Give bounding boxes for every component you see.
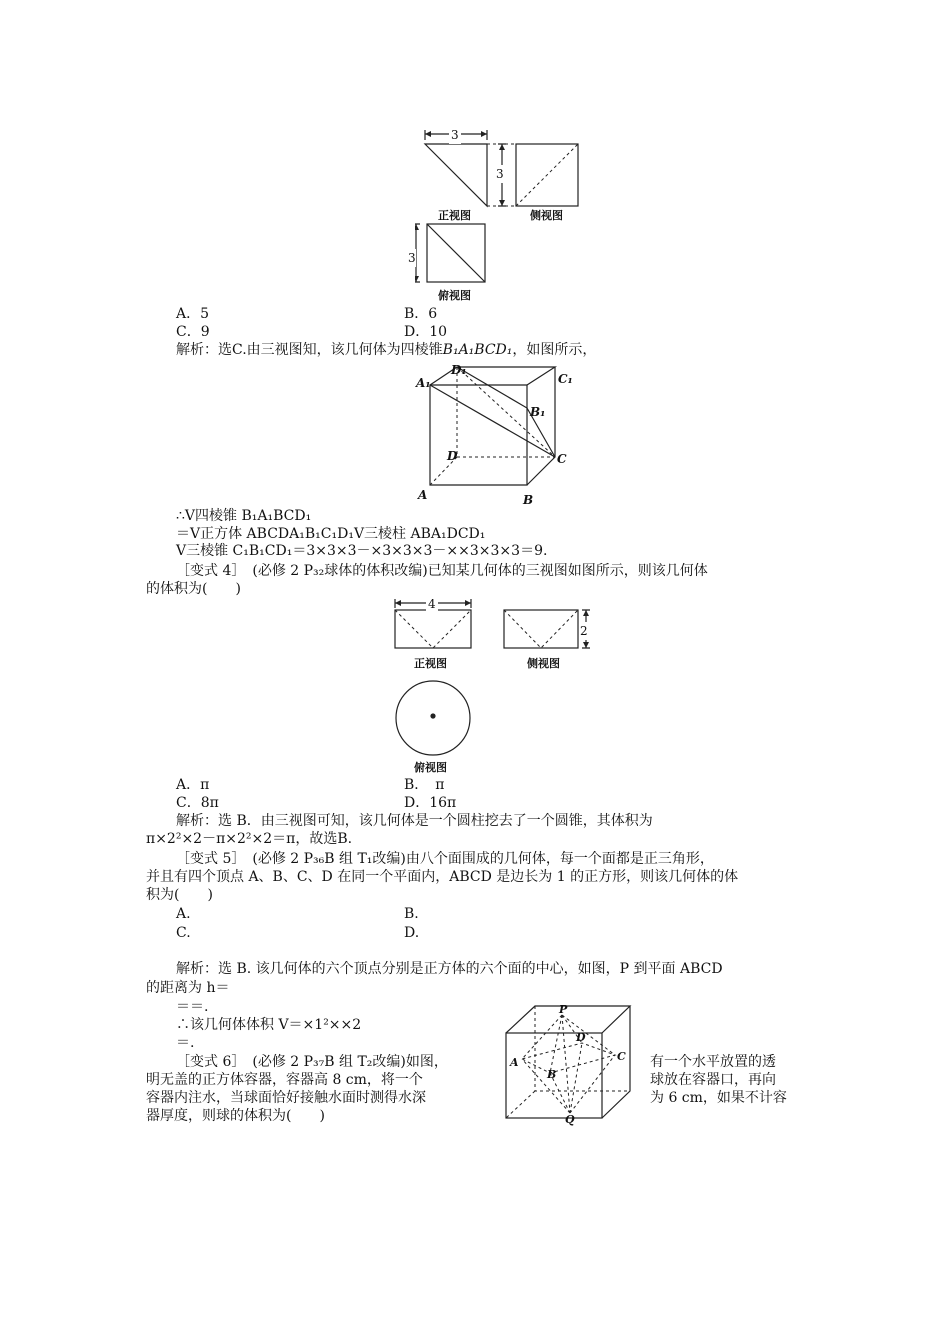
q4-stem-line-1: ［变式 4］ (必修 2 P₃₂球体的体积改编)已知某几何体的三视图如图所示，则该几何体: [176, 563, 708, 579]
dim-front: 3: [451, 128, 459, 142]
oct-label-p: P: [559, 1003, 568, 1016]
q6-right-2: 球放在容器口，再向: [650, 1072, 776, 1088]
option-b: B．6: [404, 306, 438, 322]
q6-line-4: 器厚度，则球的体积为( ): [146, 1108, 325, 1124]
q5-solution-2: 的距离为 h＝: [146, 980, 230, 996]
label-c1: C₁: [558, 372, 573, 386]
q5-stem-line-1: ［变式 5］ (必修 2 P₃₆B 组 T₁改编)由八个面围成的几何体，每一个面都是正三角形，: [176, 851, 714, 867]
label-d: D: [447, 449, 458, 463]
q4-front-caption: 正视图: [414, 657, 447, 670]
q5-solution-1: 解析：选 B. 该几何体的六个顶点分别是正方体的六个面的中心，如图，P 到平面 ABCD: [176, 961, 723, 977]
q4-side-caption: 侧视图: [527, 657, 560, 670]
solution-line: 解析：选C.由三视图知，该几何体为四棱锥B₁A₁BCD₁，如图所示，: [176, 342, 597, 358]
q4-solution-2: π×2²×2－π×2²×2＝π，故选B.: [146, 831, 353, 847]
label-b1: B₁: [530, 405, 546, 419]
side-view-caption: 侧视图: [530, 209, 563, 222]
q5-solution-3: ＝＝.: [176, 999, 209, 1015]
q6-line-2: 明无盖的正方体容器，容器高 8 cm，将一个: [146, 1072, 423, 1088]
three-view-figure-2: [390, 598, 600, 758]
q4-option-d: D．16π: [404, 795, 457, 811]
label-c: C: [557, 452, 567, 466]
dim-width: 4: [428, 597, 436, 611]
oct-label-c: C: [617, 1050, 626, 1063]
dim-height: 2: [580, 624, 588, 638]
q4-stem-line-2: 的体积为( ): [146, 581, 241, 597]
q5-option-c: C.: [176, 925, 191, 941]
q5-solution-5: ＝.: [176, 1035, 195, 1051]
equation-line-2: ＝V正方体 ABCDA₁B₁C₁D₁V三棱柱 ABA₁DCD₁: [176, 526, 486, 542]
q5-stem-line-2: 并且有四个顶点 A、B、C、D 在同一个平面内，ABCD 是边长为 1 的正方形，则该几何体的体: [146, 869, 739, 885]
q6-right-3: 为 6 cm，如果不计容: [650, 1090, 787, 1106]
q6-line-1: ［变式 6］ (必修 2 P₃₇B 组 T₂改编)如图，: [176, 1054, 448, 1070]
q4-top-caption: 俯视图: [414, 761, 447, 774]
dim-top: 3: [408, 251, 416, 265]
q5-solution-4: ∴该几何体体积 V＝×1²××2: [176, 1017, 362, 1033]
cube-pyramid-figure: [412, 360, 582, 505]
label-d1: D₁: [451, 363, 467, 377]
q4-option-a: A．π: [176, 777, 210, 793]
label-b: B: [523, 493, 534, 507]
q5-option-d: D.: [404, 925, 420, 941]
option-d: D．10: [404, 324, 448, 340]
equation-line-1: ∴V四棱锥 B₁A₁BCD₁: [176, 508, 312, 524]
front-view-caption: 正视图: [438, 209, 471, 222]
oct-label-b: B: [547, 1068, 557, 1081]
equation-line-3: V三棱锥 C₁B₁CD₁＝3×3×3－×3×3×3－××3×3×3＝9.: [176, 543, 548, 559]
q4-solution-1: 解析：选 B．由三视图可知，该几何体是一个圆柱挖去了一个圆锥，其体积为: [176, 813, 653, 829]
label-a: A: [418, 488, 428, 502]
q6-right-1: 有一个水平放置的透: [650, 1054, 776, 1070]
top-view-caption: 俯视图: [438, 289, 471, 302]
option-c: C．9: [176, 324, 210, 340]
oct-label-d: D: [576, 1031, 586, 1044]
option-a: A．5: [176, 306, 210, 322]
q5-option-a: A.: [176, 906, 191, 922]
label-a1: A₁: [416, 376, 431, 390]
oct-label-a: A: [510, 1056, 519, 1069]
q5-stem-line-3: 积为( ): [146, 887, 213, 903]
q5-option-b: B.: [404, 906, 419, 922]
q6-line-3: 容器内注水，当球面恰好接触水面时测得水深: [146, 1090, 426, 1106]
q4-option-b: B． π: [404, 777, 445, 793]
oct-label-q: Q: [565, 1113, 575, 1126]
q4-option-c: C．8π: [176, 795, 219, 811]
dim-side: 3: [496, 167, 504, 181]
